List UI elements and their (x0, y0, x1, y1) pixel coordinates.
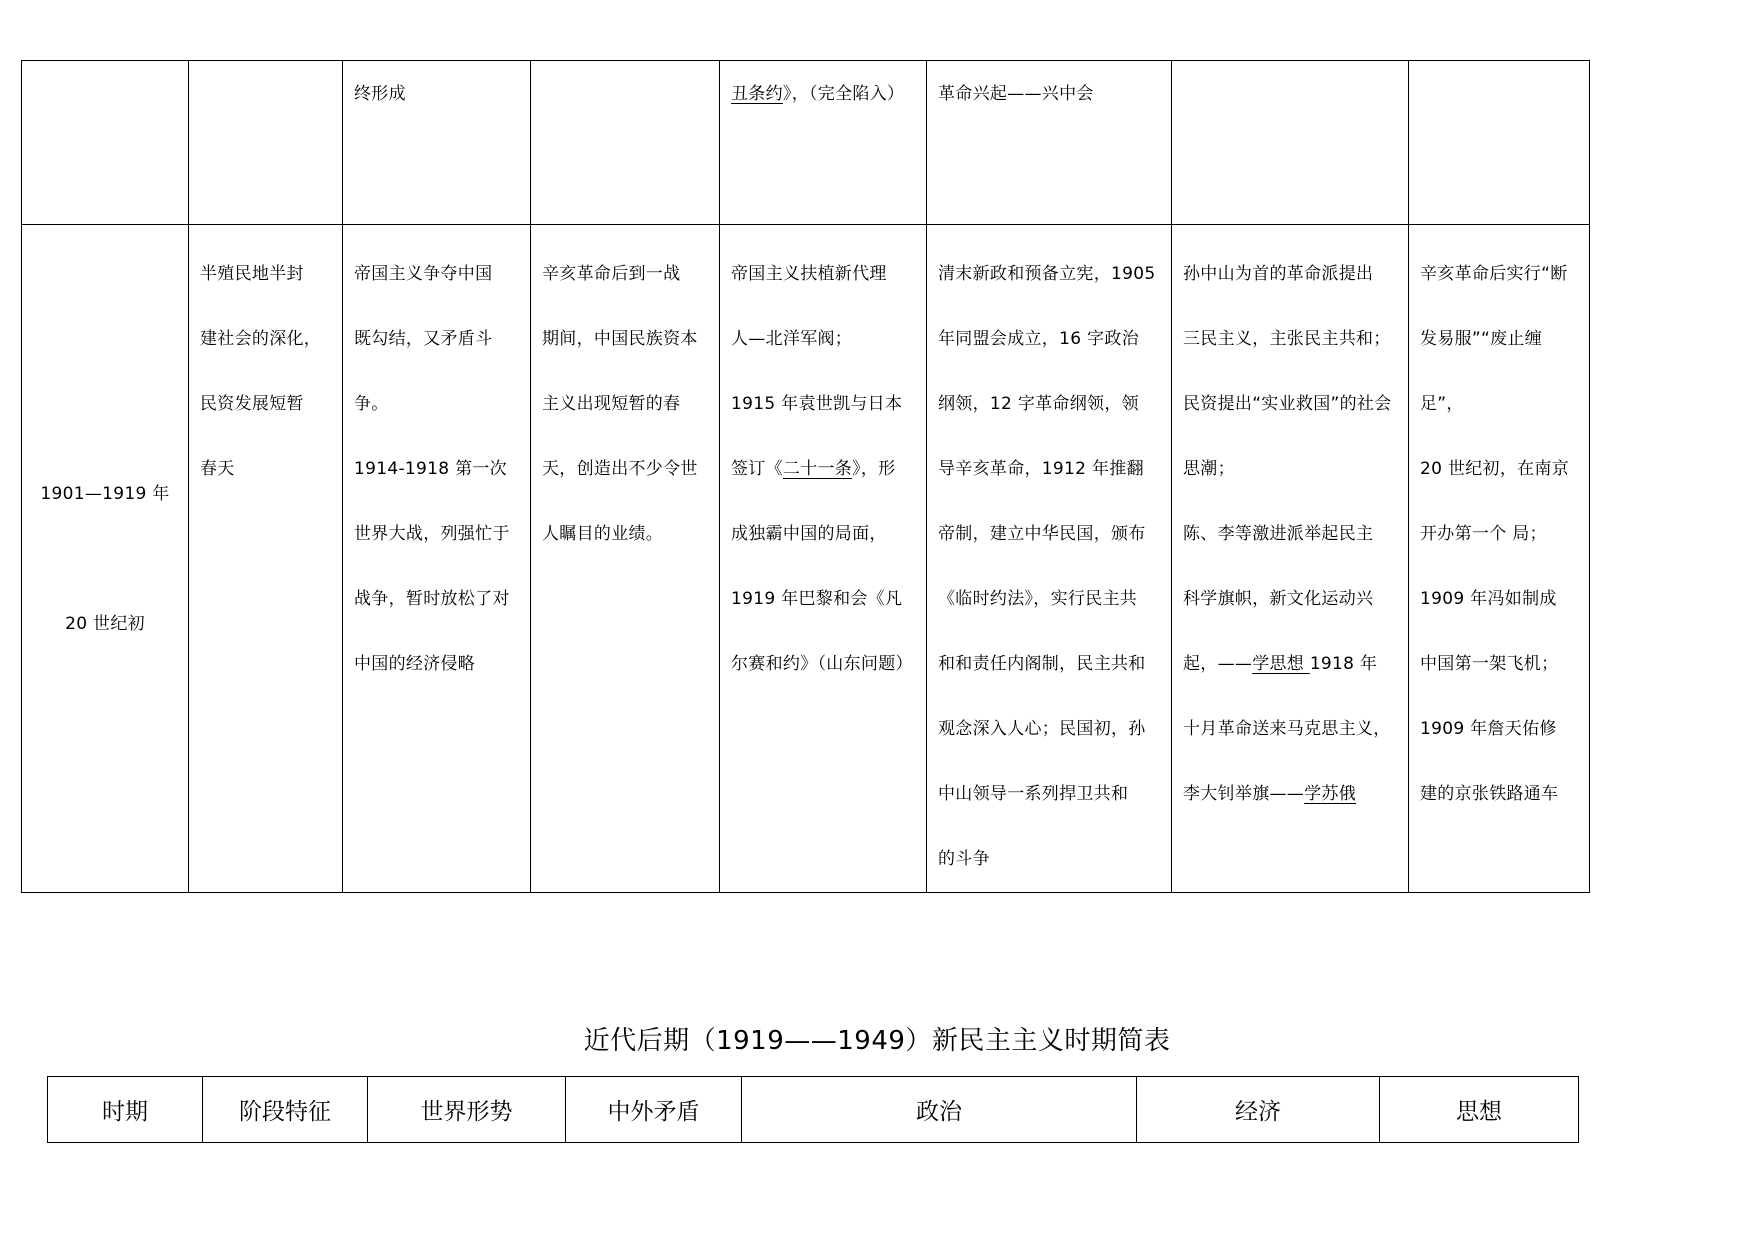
header-period: 时期 (48, 1077, 203, 1143)
table-row (22, 225, 1590, 893)
cell-text-a: 孙中山为首的革命派提出 三民主义，主张民主共和； 民资提出“实业救国”的社会 思潮； 陈、李等激进派举起民主 科学旗帜，新文化运动兴 起，—— (1183, 264, 1392, 674)
domestic-cell (531, 225, 720, 893)
cell-text (531, 61, 719, 77)
header-contradiction: 中外矛盾 (566, 1077, 742, 1143)
cell-text: 帝国主义争夺中国 既勾结，又矛盾斗争。 1914-1918 第一次 世界大战，列强忙于 战争，暂时放松了对 中国的经济侵略 (354, 264, 510, 674)
society-cell (1409, 225, 1590, 893)
header-economy: 经济 (1137, 1077, 1380, 1143)
underlined-text: 学思想 (1252, 654, 1310, 674)
stage-cell (189, 225, 343, 893)
header-politics: 政治 (742, 1077, 1137, 1143)
table-row (22, 61, 1590, 225)
world-situation-cell (343, 225, 531, 893)
lower-history-table (47, 1076, 1579, 1143)
table-cell (720, 61, 927, 225)
lower-table-title: 近代后期（1919——1949）新民主主义时期简表 (583, 1026, 1171, 1056)
cell-text-tail: 》，（完全陷入） (782, 84, 905, 104)
underlined-text: 二十一条 (782, 459, 853, 479)
table-cell (531, 61, 720, 225)
cell-text: 终形成 (354, 84, 406, 104)
upper-history-table (21, 60, 1590, 893)
header-world: 世界形势 (368, 1077, 566, 1143)
cell-text (720, 225, 926, 697)
cell-text: 半殖民地半封 建社会的深化， 民资发展短暂 春天 (200, 264, 322, 479)
header-thought: 思想 (1380, 1077, 1579, 1143)
period-line-2: 20 世纪初 (65, 613, 145, 634)
header-stage: 阶段特征 (203, 1077, 368, 1143)
table-cell (189, 61, 343, 225)
cell-text: 辛亥革命后到一战 期间，中国民族资本 主义出现短暂的春 天，创造出不少令世 人瞩目的业绩。 (542, 264, 698, 544)
cell-text: 革命兴起——兴中会 (938, 84, 1094, 104)
cell-text-a: 帝国主义扶植新代理 人—北洋军阀； 1915 年袁世凯与日本 签订《 (731, 264, 903, 479)
period-cell (22, 225, 189, 893)
cell-text-b: 1918 年 十月革命送来马克思主义， 李大钊举旗—— (1183, 654, 1391, 804)
cell-text (22, 61, 188, 77)
cell-text (1172, 225, 1408, 827)
table-header-row (48, 1077, 1579, 1143)
cell-text: 辛亥革命后实行“断 发易服”“废止缠足”， 20 世纪初，在南京 开办第一个 局； 1909 年冯如制成 中国第一架飞机； 1909 年詹天佑修 建的京张铁路通车 (1420, 264, 1570, 804)
cell-text-b: 》，形 成独霸中国的局面， 1919 年巴黎和会《凡 尔赛和约》（山东问题） (731, 459, 913, 674)
underlined-text: 丑条约 (731, 84, 783, 104)
period-line-1: 1901—1919 年 (40, 483, 170, 504)
underlined-text: 学苏俄 (1304, 784, 1357, 804)
period-text (22, 429, 188, 689)
politics-cell (927, 225, 1172, 893)
table-cell (1172, 61, 1409, 225)
cell-text (1409, 61, 1589, 77)
cell-text (720, 61, 926, 111)
foreign-relations-cell (720, 225, 927, 893)
table-cell (22, 61, 189, 225)
cell-text (1172, 61, 1408, 77)
cell-text: 清末新政和预备立宪，1905 年同盟会成立，16 字政治 纲领，12 字革命纲领，领 导辛亥革命，1912 年推翻 帝制，建立中华民国，颁布 《临时约法》，实行民主共 和和责任内阁制，民主共和 观念深入人心；民国初，孙 中山领导一系列捍卫共和 的斗争 (938, 264, 1156, 869)
cell-text (189, 61, 342, 77)
table-cell (343, 61, 531, 225)
thought-cell (1172, 225, 1409, 893)
table-cell (927, 61, 1172, 225)
table-cell (1409, 61, 1590, 225)
